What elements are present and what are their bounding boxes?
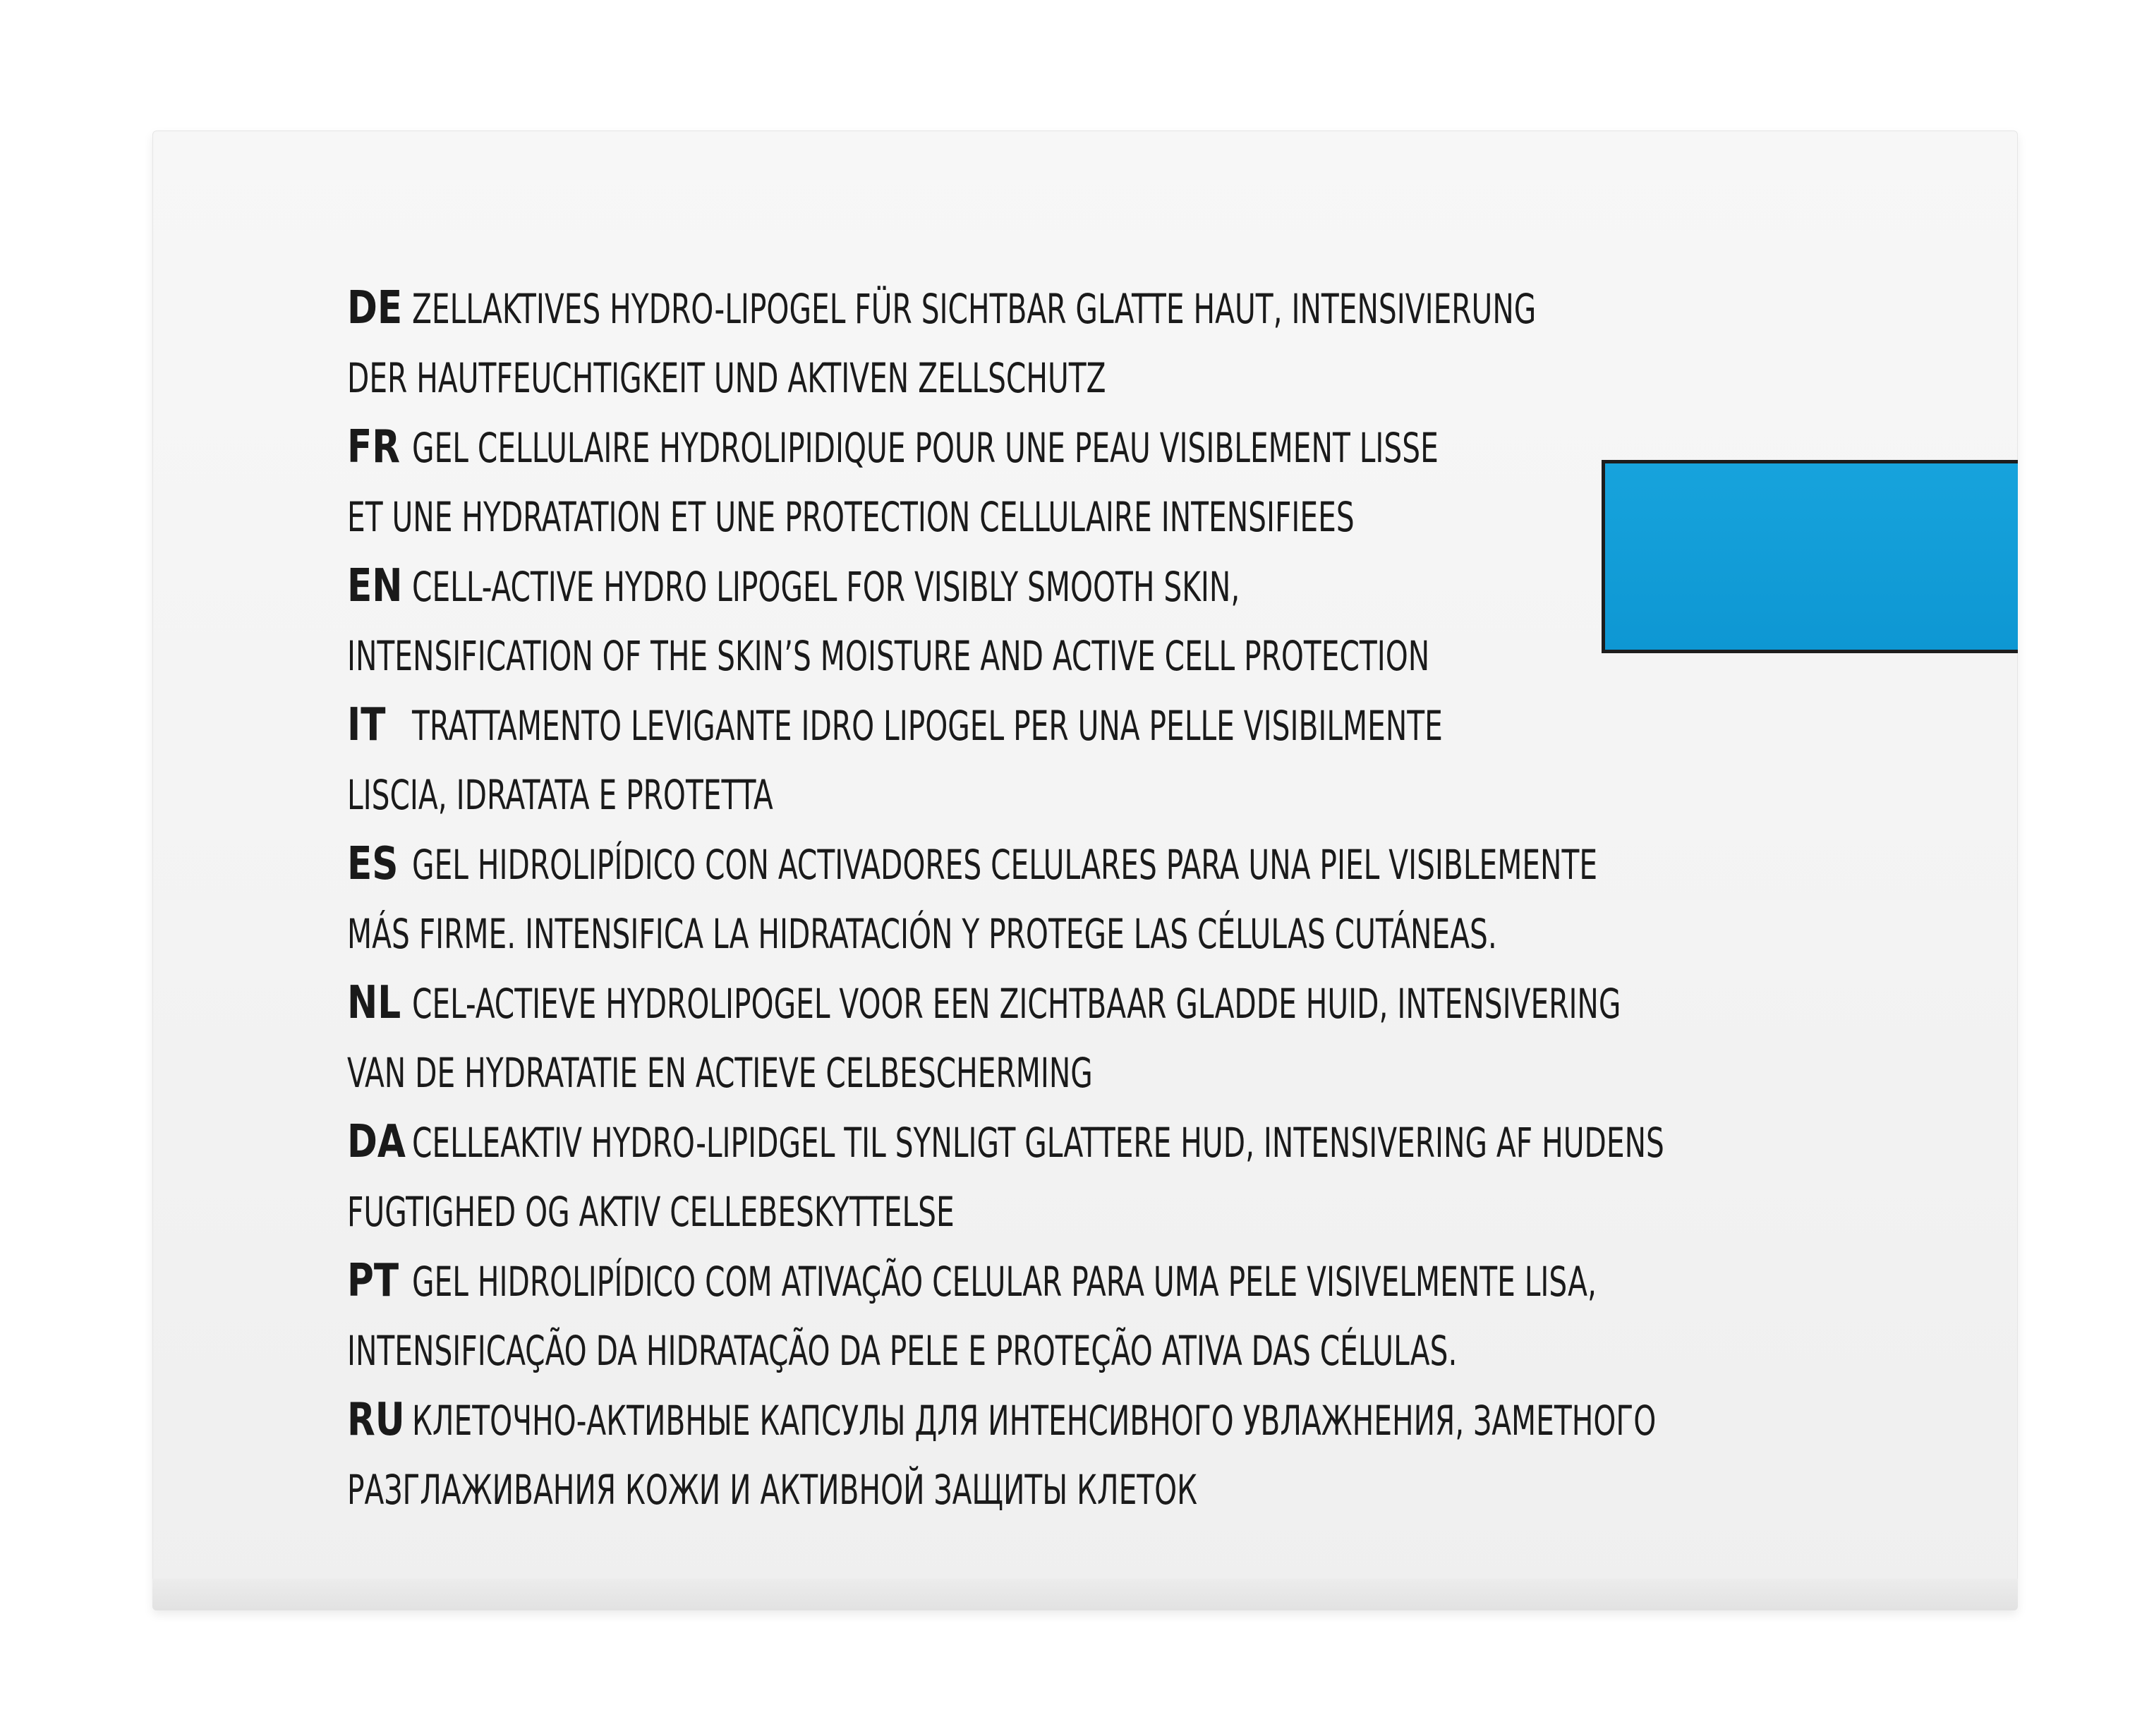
language-code: ES [347,838,399,890]
entry-da [347,1107,1899,1246]
language-code: DE [347,282,403,334]
entry-ru [347,1385,1899,1524]
entry-en [347,552,1899,691]
entry-es [347,830,1899,969]
language-code: RU [347,1394,405,1446]
entry-text: ZELLAKTIVES HYDRO-LIPOGEL FÜR SICHTBAR GLATTE HAUT, INTENSIVIERUNG DER HAUTFEUCHTIGKEIT UND AKTIVEN ZELLSCHUTZ [347,285,1537,402]
language-code: EN [347,560,403,612]
language-code: FR [347,421,401,473]
language-code: NL [347,977,401,1029]
language-code: DA [347,1116,406,1168]
entry-text: CEL-ACTIEVE HYDROLIPOGEL VOOR EEN ZICHTBAAR GLADDE HUID, INTENSIVERING VAN DE HYDRATATIE EN ACTIEVE CELBESCHERMING [347,980,1621,1097]
entry-fr [347,413,1899,552]
entry-text: TRATTAMENTO LEVIGANTE IDRO LIPOGEL PER UNA PELLE VISIBILMENTE LISCIA, IDRATATA E PROTETTA [347,702,1443,819]
box-bottom-edge [152,1579,2018,1610]
entry-text: CELL-ACTIVE HYDRO LIPOGEL FOR VISIBLY SMOOTH SKIN, INTENSIFICATION OF THE SKIN’S MOISTURE AND ACTIVE CELL PROTECTION [347,563,1430,680]
entry-it [347,691,1899,830]
entry-pt [347,1246,1899,1385]
language-code: IT [347,699,386,751]
entry-text: GEL CELLULAIRE HYDROLIPIDIQUE POUR UNE PEAU VISIBLEMENT LISSE ET UNE HYDRATATION ET UNE PROTECTION CELLULAIRE INTENSIFIEES [347,424,1439,541]
entry-nl [347,969,1899,1107]
multilingual-description [347,274,1899,1524]
entry-text: CELLEAKTIV HYDRO-LIPIDGEL TIL SYNLIGT GLATTERE HUD, INTENSIVERING AF HUDENS FUGTIGHED OG AKTIV CELLEBESKYTTELSE [347,1119,1664,1236]
entry-text: GEL HIDROLIPÍDICO CON ACTIVADORES CELULARES PARA UNA PIEL VISIBLEMENTE MÁS FIRME. INTENSIFICA LA HIDRATACIÓN Y PROTEGE LAS CÉLULAS CUTÁNEAS. [347,841,1598,958]
entry-text: КЛЕТОЧНО-АКТИВНЫЕ КАПСУЛЫ ДЛЯ ИНТЕНСИВНОГО УВЛАЖНЕНИЯ, ЗАМЕТНОГО РАЗГЛАЖИВАНИЯ КОЖИ И АКТИВНОЙ ЗАЩИТЫ КЛЕТОК [347,1397,1657,1514]
language-code: PT [347,1255,399,1307]
entry-de [347,274,1899,413]
entry-text: GEL HIDROLIPÍDICO COM ATIVAÇÃO CELULAR PARA UMA PELE VISIVELMENTE LISA, INTENSIFICAÇÃO DA HIDRATAÇÃO DA PELE E PROTEÇÃO ATIVA DAS CÉLULAS. [347,1258,1597,1375]
